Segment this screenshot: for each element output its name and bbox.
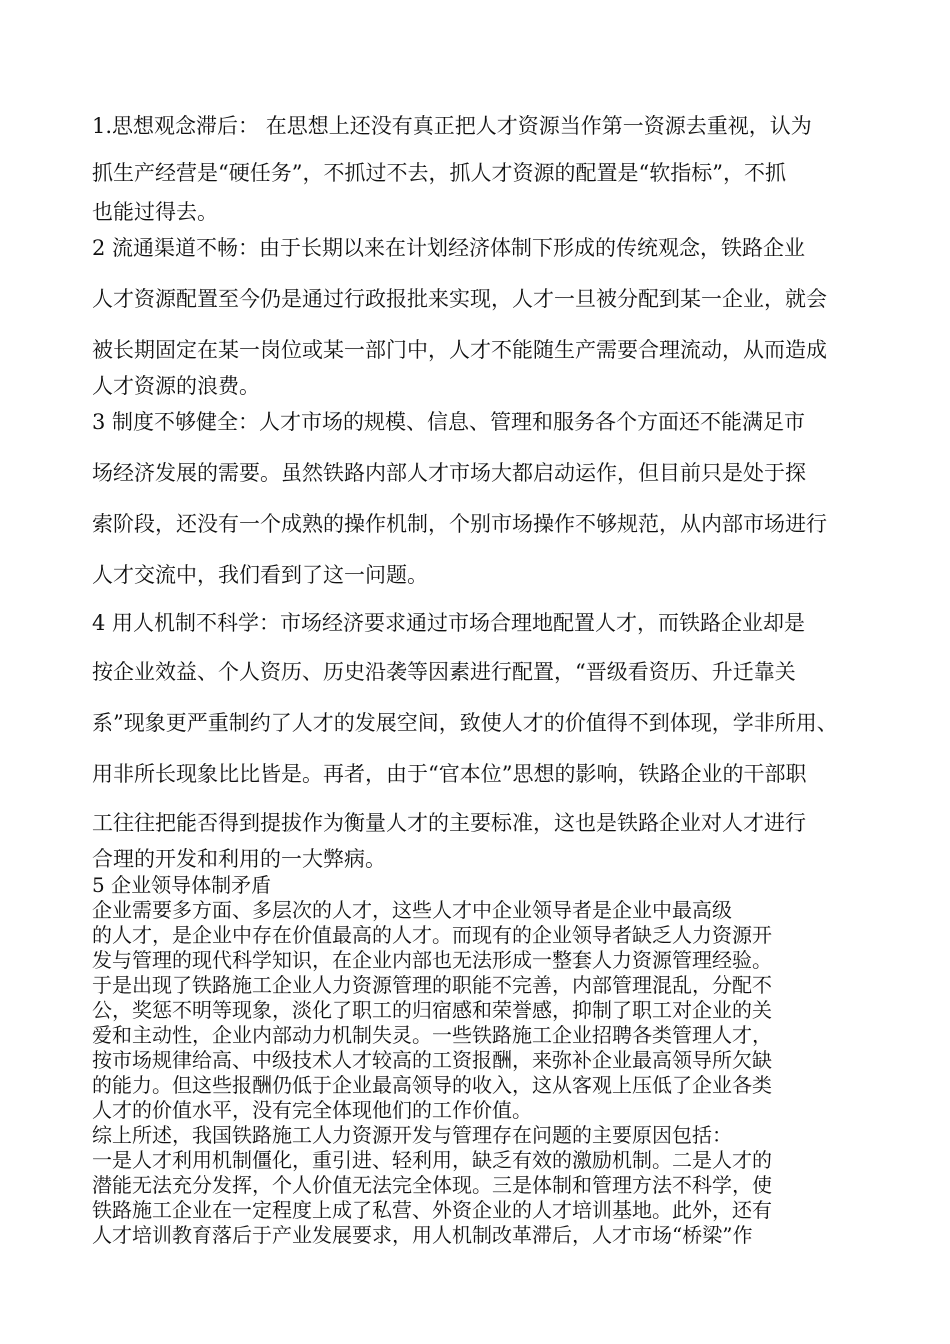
- paragraph-2-line-3: 被长期固定在某一岗位或某一部门中，人才不能随生产需要合理流动，从而造成: [92, 338, 827, 362]
- paragraph-7-line-1: 综上所述，我国铁路施工人力资源开发与管理存在问题的主要原因包括：: [92, 1123, 732, 1147]
- paragraph-2-line-2: 人才资源配置至今仍是通过行政报批来实现，人才一旦被分配到某一企业，就会: [92, 287, 827, 311]
- paragraph-4-line-1: 4 用人机制不科学：市场经济要求通过市场合理地配置人才，而铁路企业却是: [92, 611, 806, 635]
- paragraph-2-line-1: 2 流通渠道不畅：由于长期以来在计划经济体制下形成的传统观念，铁路企业: [92, 236, 806, 260]
- paragraph-6-line-2: 的人才，是企业中存在价值最高的人才。而现有的企业领导者缺乏人力资源开: [92, 923, 772, 947]
- paragraph-6-line-1: 企业需要多方面、多层次的人才，这些人才中企业领导者是企业中最高级: [92, 898, 732, 922]
- paragraph-7-line-4: 铁路施工企业在一定程度上成了私营、外资企业的人才培训基地。此外，还有: [92, 1198, 772, 1222]
- paragraph-7-line-2: 一是人才利用机制僵化，重引进、轻利用，缺乏有效的激励机制。二是人才的: [92, 1148, 772, 1172]
- paragraph-2-line-4: 人才资源的浪费。: [92, 374, 260, 398]
- paragraph-3-line-4: 人才交流中，我们看到了这一问题。: [92, 563, 428, 587]
- paragraph-6-line-6: 爱和主动性，企业内部动力机制失灵。一些铁路施工企业招聘各类管理人才，: [92, 1023, 772, 1047]
- section-5-heading: 5 企业领导体制矛盾: [92, 873, 272, 897]
- paragraph-4-line-6: 合理的开发和利用的一大弊病。: [92, 847, 386, 871]
- paragraph-6-line-3: 发与管理的现代科学知识，在企业内部也无法形成一整套人力资源管理经验。: [92, 948, 772, 972]
- paragraph-1-line-2: 抓生产经营是“硬任务”，不抓过不去，抓人才资源的配置是“软指标”，不抓: [92, 161, 786, 185]
- paragraph-3-line-3: 索阶段，还没有一个成熟的操作机制，个别市场操作不够规范，从内部市场进行: [92, 512, 827, 536]
- paragraph-6-line-7: 按市场规律给高、中级技术人才较高的工资报酬，来弥补企业最高领导所欠缺: [92, 1048, 772, 1072]
- paragraph-4-line-5: 工往往把能否得到提拔作为衡量人才的主要标准，这也是铁路企业对人才进行: [92, 811, 806, 835]
- paragraph-7-line-3: 潜能无法充分发挥，个人价值无法完全体现。三是体制和管理方法不科学，使: [92, 1173, 772, 1197]
- paragraph-6-line-9: 人才的价值水平，没有完全体现他们的工作价值。: [92, 1098, 532, 1122]
- paragraph-1-line-1: 1.思想观念滞后： 在思想上还没有真正把人才资源当作第一资源去重视，认为: [92, 114, 812, 138]
- paragraph-3-line-1: 3 制度不够健全：人才市场的规模、信息、管理和服务各个方面还不能满足市: [92, 410, 806, 434]
- paragraph-4-line-4: 用非所长现象比比皆是。再者，由于“官本位”思想的影响，铁路企业的干部职: [92, 762, 807, 786]
- paragraph-1-line-3: 也能过得去。: [92, 200, 218, 224]
- paragraph-6-line-5: 公，奖惩不明等现象，淡化了职工的归宿感和荣誉感，抑制了职工对企业的关: [92, 998, 772, 1022]
- paragraph-7-line-5: 人才培训教育落后于产业发展要求，用人机制改革滞后，人才市场“桥梁”作: [92, 1223, 753, 1247]
- paragraph-3-line-2: 场经济发展的需要。虽然铁路内部人才市场大都启动运作，但目前只是处于探: [92, 461, 806, 485]
- paragraph-4-line-3: 系”现象更严重制约了人才的发展空间，致使人才的价值得不到体现，学非所用、: [92, 711, 838, 735]
- paragraph-4-line-2: 按企业效益、个人资历、历史沿袭等因素进行配置，“晋级看资历、升迁靠关: [92, 660, 796, 684]
- paragraph-6-line-4: 于是出现了铁路施工企业人力资源管理的职能不完善，内部管理混乱，分配不: [92, 973, 772, 997]
- paragraph-6-line-8: 的能力。但这些报酬仍低于企业最高领导的收入，这从客观上压低了企业各类: [92, 1073, 772, 1097]
